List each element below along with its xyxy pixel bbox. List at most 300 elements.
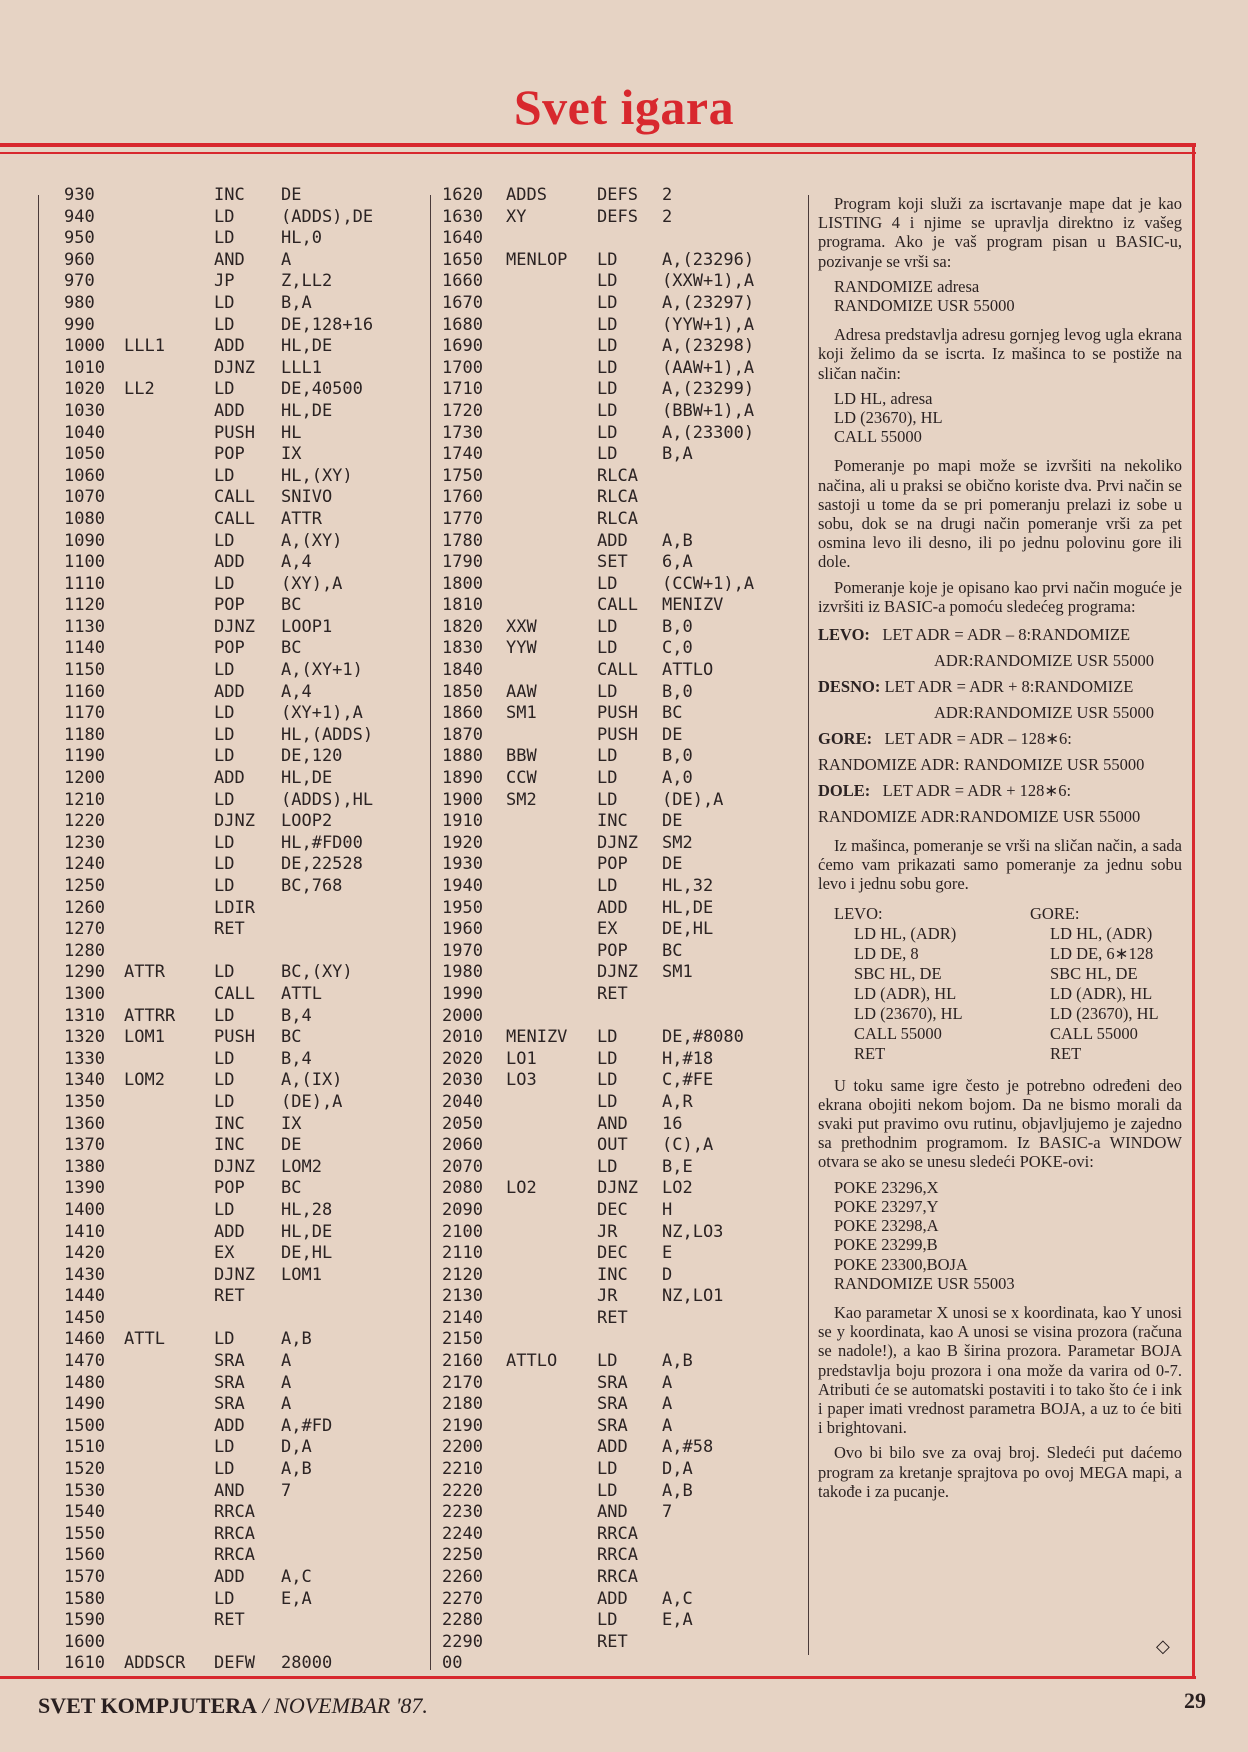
line-number: 2010 bbox=[442, 1027, 483, 1048]
label: LOM2 bbox=[124, 1070, 165, 1091]
opcode: AND bbox=[214, 249, 245, 270]
line-number: 1770 bbox=[442, 508, 483, 529]
opcode: SRA bbox=[597, 1372, 628, 1393]
opcode: DEC bbox=[597, 1243, 628, 1264]
operand: DE bbox=[281, 1135, 302, 1156]
opcode: LD bbox=[214, 1459, 235, 1480]
line-number: 2180 bbox=[442, 1394, 483, 1415]
label: ATTRR bbox=[124, 1005, 176, 1026]
opcode: PUSH bbox=[214, 422, 255, 443]
operand: DE,#8080 bbox=[662, 1027, 744, 1048]
opcode: JR bbox=[597, 1221, 618, 1242]
opcode: LD bbox=[597, 314, 618, 335]
label: AAW bbox=[506, 681, 537, 702]
move-label: DESNO: bbox=[818, 677, 881, 697]
move-label: LEVO: bbox=[818, 625, 870, 645]
operand: B,E bbox=[662, 1156, 693, 1177]
opcode: RET bbox=[597, 1307, 628, 1328]
line-number: 950 bbox=[64, 228, 95, 249]
line-number: 1530 bbox=[64, 1480, 105, 1501]
opcode: DJNZ bbox=[597, 1178, 638, 1199]
opcode: ADD bbox=[214, 552, 245, 573]
operand: A,C bbox=[281, 1567, 312, 1587]
operand: ATTR bbox=[281, 508, 322, 529]
opcode: LD bbox=[214, 292, 235, 313]
operand: MENIZV bbox=[662, 595, 724, 616]
line-number: 2050 bbox=[442, 1113, 483, 1134]
operand: C,0 bbox=[662, 638, 693, 659]
operand: DE bbox=[662, 811, 683, 832]
opcode: POP bbox=[214, 1178, 245, 1199]
line-number: 1210 bbox=[64, 789, 105, 810]
operand: H,#18 bbox=[662, 1048, 714, 1069]
opcode: LD bbox=[214, 854, 235, 875]
operand: HL,DE bbox=[281, 400, 333, 421]
opcode: LD bbox=[597, 638, 618, 659]
movement-commands bbox=[818, 622, 1182, 830]
line-number: 00 bbox=[442, 1653, 463, 1674]
opcode: LDIR bbox=[214, 897, 255, 918]
operand: LOM1 bbox=[281, 1264, 322, 1285]
opcode: CALL bbox=[597, 595, 638, 616]
line-number: 1230 bbox=[64, 832, 105, 853]
operand: A,(XY) bbox=[281, 530, 343, 551]
operand: (C),A bbox=[662, 1135, 714, 1156]
operand: BC,768 bbox=[281, 876, 343, 896]
opcode: DEFW bbox=[214, 1653, 255, 1674]
operand: A,B bbox=[662, 530, 693, 551]
move-code: RANDOMIZE ADR:RANDOMIZE USR 55000 bbox=[818, 807, 1141, 827]
operand: A bbox=[281, 1394, 292, 1415]
line-number: 2290 bbox=[442, 1631, 483, 1652]
operand: BC bbox=[281, 638, 302, 659]
opcode: RET bbox=[597, 1631, 628, 1652]
column-divider bbox=[430, 195, 431, 1670]
label: YYW bbox=[506, 638, 537, 659]
code-block bbox=[834, 1178, 1182, 1293]
opcode: LD bbox=[597, 789, 618, 810]
page-title: Svet igara bbox=[513, 79, 735, 135]
opcode: RET bbox=[214, 919, 245, 940]
line-number: 1280 bbox=[64, 940, 105, 961]
line-number: 1980 bbox=[442, 962, 483, 983]
opcode: LD bbox=[597, 271, 618, 292]
line-number: 1410 bbox=[64, 1221, 105, 1242]
operand: C,#FE bbox=[662, 1070, 714, 1091]
operand: 2 bbox=[662, 185, 673, 205]
opcode: LD bbox=[214, 1437, 235, 1458]
opcode: LD bbox=[214, 1048, 235, 1069]
line-number: 1000 bbox=[64, 336, 105, 357]
line-number: 1180 bbox=[64, 724, 105, 745]
code-line: LD HL, (ADR) bbox=[1050, 923, 1153, 943]
line-number: 1930 bbox=[442, 854, 483, 875]
label: ATTLO bbox=[506, 1351, 558, 1372]
line-number: 1170 bbox=[64, 703, 105, 724]
line-number: 1520 bbox=[64, 1459, 105, 1480]
move-code: LET ADR = ADR + 128∗6: bbox=[882, 781, 1072, 801]
operand: DE,HL bbox=[281, 1243, 333, 1264]
operand: B,A bbox=[281, 292, 312, 313]
operand: 16 bbox=[662, 1113, 683, 1134]
line-number: 1920 bbox=[442, 832, 483, 853]
operand: BC bbox=[281, 1027, 302, 1048]
line-number: 1020 bbox=[64, 379, 105, 400]
opcode: CALL bbox=[214, 983, 255, 1004]
line-number: 2270 bbox=[442, 1588, 483, 1609]
line-number: 1260 bbox=[64, 897, 105, 918]
label: ATTL bbox=[124, 1329, 165, 1350]
line-number: 1670 bbox=[442, 292, 483, 313]
line-number: 1460 bbox=[64, 1329, 105, 1350]
line-number: 1750 bbox=[442, 465, 483, 486]
opcode: INC bbox=[214, 1135, 245, 1156]
opcode: POP bbox=[214, 444, 245, 465]
opcode: LD bbox=[597, 379, 618, 400]
opcode: LD bbox=[214, 228, 235, 249]
operand: HL,28 bbox=[281, 1199, 333, 1220]
opcode: ADD bbox=[214, 1221, 245, 1242]
operand: A bbox=[281, 1372, 292, 1393]
line-number: 2000 bbox=[442, 1005, 483, 1026]
opcode: LD bbox=[597, 876, 618, 896]
operand: A bbox=[662, 1415, 673, 1436]
header-rule bbox=[0, 143, 1196, 147]
line-number: 1630 bbox=[442, 206, 483, 227]
opcode: DJNZ bbox=[597, 832, 638, 853]
issue-date: NOVEMBAR '87. bbox=[274, 1693, 428, 1718]
page-number: 29 bbox=[1184, 1688, 1206, 1713]
operand: HL,DE bbox=[281, 336, 333, 357]
line-number: 1440 bbox=[64, 1286, 105, 1307]
line-number: 2090 bbox=[442, 1199, 483, 1220]
operand: Z,LL2 bbox=[281, 271, 333, 292]
line-number: 1090 bbox=[64, 530, 105, 551]
opcode: LD bbox=[214, 1329, 235, 1350]
column-heading: LEVO: bbox=[834, 903, 883, 923]
line-number: 1190 bbox=[64, 746, 105, 767]
label: LO2 bbox=[506, 1178, 537, 1199]
line-number: 2210 bbox=[442, 1459, 483, 1480]
line-number: 1640 bbox=[442, 228, 483, 249]
operand: DE bbox=[662, 724, 683, 745]
operand: B,4 bbox=[281, 1005, 312, 1026]
line-number: 1120 bbox=[64, 595, 105, 616]
machine-code-columns bbox=[834, 904, 1182, 1064]
header-rule-thin bbox=[0, 152, 1196, 154]
label: ATTR bbox=[124, 962, 165, 983]
paragraph: Iz mašinca, pomeranje se vrši na sličan način, a sada ćemo vam prikazati samo pomeranje za jednu sobu levo i jednu sobu gore. bbox=[818, 836, 1182, 894]
operand: (ADDS),HL bbox=[281, 789, 374, 810]
line-number: 1550 bbox=[64, 1523, 105, 1544]
operand: A,B bbox=[662, 1351, 693, 1372]
operand: A bbox=[281, 249, 292, 270]
line-number: 1660 bbox=[442, 271, 483, 292]
operand: A,(23299) bbox=[662, 379, 755, 400]
line-number: 1840 bbox=[442, 660, 483, 681]
paragraph: Kao parametar X unosi se x koordinata, kao Y unosi se y koordinata, kao A unosi se visina prozora (računa se nadole!), a kao B širina prozora. Parametar BOJA predstavlja boju prozora i ona može da varira od 0-7. Atributi će se automatski postaviti i to tako što će i ink i paper imati vrednost parametra BOJA, a uz to će biti i brightovani. bbox=[818, 1302, 1182, 1438]
line-number: 1740 bbox=[442, 444, 483, 465]
opcode: ADD bbox=[597, 1588, 628, 1609]
opcode: POP bbox=[214, 638, 245, 659]
opcode: PUSH bbox=[214, 1027, 255, 1048]
operand: B,0 bbox=[662, 616, 693, 637]
opcode: DEC bbox=[597, 1199, 628, 1220]
opcode: POP bbox=[597, 854, 628, 875]
opcode: LD bbox=[214, 530, 235, 551]
line-number: 1450 bbox=[64, 1307, 105, 1328]
line-number: 1160 bbox=[64, 681, 105, 702]
opcode: LD bbox=[214, 962, 235, 983]
label: BBW bbox=[506, 746, 537, 767]
code-line: SBC HL, DE bbox=[1050, 963, 1138, 983]
line-number: 1060 bbox=[64, 465, 105, 486]
line-number: 1890 bbox=[442, 768, 483, 789]
opcode: LD bbox=[214, 1070, 235, 1091]
operand: DE,128+16 bbox=[281, 314, 374, 335]
line-number: 2260 bbox=[442, 1567, 483, 1587]
magazine-name: SVET KOMPJUTERA bbox=[38, 1693, 258, 1718]
label: LL2 bbox=[124, 379, 155, 400]
operand: B,0 bbox=[662, 681, 693, 702]
operand: IX bbox=[281, 444, 302, 465]
line-number: 1780 bbox=[442, 530, 483, 551]
line-number: 1330 bbox=[64, 1048, 105, 1069]
opcode: LD bbox=[214, 832, 235, 853]
line-number: 1140 bbox=[64, 638, 105, 659]
operand: A,(IX) bbox=[281, 1070, 343, 1091]
opcode: RRCA bbox=[597, 1545, 638, 1566]
opcode: SRA bbox=[214, 1372, 245, 1393]
operand: A,B bbox=[662, 1480, 693, 1501]
opcode: RRCA bbox=[214, 1545, 255, 1566]
opcode: LD bbox=[214, 660, 235, 681]
label: MENLOP bbox=[506, 249, 568, 270]
opcode: ADD bbox=[214, 336, 245, 357]
line-number: 2080 bbox=[442, 1178, 483, 1199]
operand: 7 bbox=[662, 1502, 673, 1523]
operand: DE bbox=[281, 185, 302, 205]
operand: B,4 bbox=[281, 1048, 312, 1069]
operand: A,4 bbox=[281, 552, 312, 573]
opcode: PUSH bbox=[597, 703, 638, 724]
footer-separator: / bbox=[262, 1693, 269, 1718]
line-number: 1790 bbox=[442, 552, 483, 573]
code-line: CALL 55000 bbox=[1050, 1023, 1138, 1043]
operand: E bbox=[662, 1243, 673, 1264]
levo-code-column bbox=[834, 904, 1030, 1064]
line-number: 1010 bbox=[64, 357, 105, 378]
move-label: GORE: bbox=[818, 729, 873, 749]
opcode: ADD bbox=[597, 530, 628, 551]
operand: (DE),A bbox=[662, 789, 724, 810]
opcode: RLCA bbox=[597, 465, 638, 486]
operand: A,C bbox=[662, 1588, 693, 1609]
line-number: 2170 bbox=[442, 1372, 483, 1393]
opcode: JR bbox=[597, 1286, 618, 1307]
opcode: PUSH bbox=[597, 724, 638, 745]
opcode: ADD bbox=[214, 400, 245, 421]
operand: E,A bbox=[662, 1610, 693, 1631]
operand: DE,120 bbox=[281, 746, 343, 767]
line-number: 1950 bbox=[442, 897, 483, 918]
opcode: INC bbox=[597, 1264, 628, 1285]
operand: SM1 bbox=[662, 962, 693, 983]
operand: ATTL bbox=[281, 983, 322, 1004]
opcode: LD bbox=[214, 724, 235, 745]
code-line: LD DE, 6∗128 bbox=[1050, 943, 1154, 963]
line-number: 1810 bbox=[442, 595, 483, 616]
line-number: 1390 bbox=[64, 1178, 105, 1199]
opcode: LD bbox=[214, 1005, 235, 1026]
line-number: 1940 bbox=[442, 876, 483, 896]
opcode: LD bbox=[214, 1199, 235, 1220]
opcode: RLCA bbox=[597, 487, 638, 508]
opcode: LD bbox=[597, 444, 618, 465]
line-number: 970 bbox=[64, 271, 95, 292]
code-line: LD (23670), HL bbox=[854, 1003, 963, 1023]
paragraph: U toku same igre često je potrebno određeni deo ekrana obojiti nekom bojom. Da ne bismo morali da svaki put pravimo ovu rutinu, objavljujemo je zajedno sa prethodnim programom. Iz BASIC-a WINDOW otvara se ako se unesu sledeći POKE-ovi: bbox=[818, 1075, 1182, 1172]
code-line: RET bbox=[854, 1043, 886, 1063]
line-number: 1250 bbox=[64, 876, 105, 896]
opcode: SRA bbox=[597, 1415, 628, 1436]
line-number: 990 bbox=[64, 314, 95, 335]
opcode: LD bbox=[214, 746, 235, 767]
opcode: CALL bbox=[597, 660, 638, 681]
line-number: 1050 bbox=[64, 444, 105, 465]
line-number: 1990 bbox=[442, 983, 483, 1004]
opcode: SRA bbox=[597, 1394, 628, 1415]
operand: HL,(XY) bbox=[281, 465, 353, 486]
label: XY bbox=[506, 206, 527, 227]
opcode: POP bbox=[214, 595, 245, 616]
line-number: 1650 bbox=[442, 249, 483, 270]
line-number: 2190 bbox=[442, 1415, 483, 1436]
opcode: LD bbox=[597, 336, 618, 357]
opcode: LD bbox=[214, 1588, 235, 1609]
operand: HL,0 bbox=[281, 228, 322, 249]
label: MENIZV bbox=[506, 1027, 568, 1048]
line-number: 1540 bbox=[64, 1502, 105, 1523]
operand: A,0 bbox=[662, 768, 693, 789]
line-number: 1200 bbox=[64, 768, 105, 789]
operand: A,(23296) bbox=[662, 249, 755, 270]
operand: A bbox=[281, 1351, 292, 1372]
opcode: LD bbox=[214, 573, 235, 594]
opcode: LD bbox=[214, 206, 235, 227]
paragraph: Program koji služi za iscrtavanje mape dat je kao LISTING 4 i njime se upravlja direktno iz vašeg programa. Ako je vaš program pisan u BASIC-u, pozivanje se vrši sa: bbox=[818, 194, 1182, 271]
operand: HL,DE bbox=[281, 768, 333, 789]
operand: A bbox=[662, 1394, 673, 1415]
code-line: POKE 23297,Y bbox=[834, 1196, 939, 1216]
code-line: CALL 55000 bbox=[834, 427, 922, 447]
line-number: 1130 bbox=[64, 616, 105, 637]
opcode: LD bbox=[597, 400, 618, 421]
operand: D bbox=[662, 1264, 673, 1285]
column-heading: GORE: bbox=[1030, 903, 1080, 923]
line-number: 1500 bbox=[64, 1415, 105, 1436]
operand: A,(23297) bbox=[662, 292, 755, 313]
operand: HL,DE bbox=[281, 1221, 333, 1242]
opcode: CALL bbox=[214, 508, 255, 529]
code-line: RANDOMIZE USR 55000 bbox=[834, 296, 1015, 316]
line-number: 2030 bbox=[442, 1070, 483, 1091]
operand: HL,#FD00 bbox=[281, 832, 363, 853]
opcode: LD bbox=[214, 1091, 235, 1112]
operand: A,B bbox=[281, 1329, 312, 1350]
opcode: INC bbox=[214, 1113, 245, 1134]
opcode: DJNZ bbox=[214, 1156, 255, 1177]
operand: BC bbox=[281, 595, 302, 616]
operand: (XY),A bbox=[281, 573, 343, 594]
line-number: 2240 bbox=[442, 1523, 483, 1544]
move-label: DOLE: bbox=[818, 781, 871, 801]
opcode: DEFS bbox=[597, 206, 638, 227]
operand: DE bbox=[662, 854, 683, 875]
line-number: 1310 bbox=[64, 1005, 105, 1026]
footer-masthead bbox=[38, 1693, 428, 1719]
line-number: 1580 bbox=[64, 1588, 105, 1609]
opcode: LD bbox=[214, 379, 235, 400]
operand: B,0 bbox=[662, 746, 693, 767]
line-number: 1960 bbox=[442, 919, 483, 940]
label: LOM1 bbox=[124, 1027, 165, 1048]
label: LO3 bbox=[506, 1070, 537, 1091]
move-code: ADR:RANDOMIZE USR 55000 bbox=[934, 703, 1155, 723]
code-line: POKE 23296,X bbox=[834, 1177, 939, 1197]
opcode: LD bbox=[597, 1027, 618, 1048]
opcode: CALL bbox=[214, 487, 255, 508]
opcode: EX bbox=[597, 919, 618, 940]
line-number: 1900 bbox=[442, 789, 483, 810]
line-number: 1350 bbox=[64, 1091, 105, 1112]
line-number: 1030 bbox=[64, 400, 105, 421]
opcode: LD bbox=[214, 876, 235, 896]
operand: E,A bbox=[281, 1588, 312, 1609]
operand: A,(23298) bbox=[662, 336, 755, 357]
code-line: RANDOMIZE USR 55003 bbox=[834, 1273, 1015, 1293]
line-number: 1340 bbox=[64, 1070, 105, 1091]
opcode: RET bbox=[214, 1286, 245, 1307]
column-divider bbox=[38, 195, 39, 1670]
opcode: ADD bbox=[214, 681, 245, 702]
code-block bbox=[834, 389, 1182, 447]
line-number: 1800 bbox=[442, 573, 483, 594]
opcode: LD bbox=[597, 1610, 618, 1631]
operand: DE,22528 bbox=[281, 854, 363, 875]
opcode: LD bbox=[597, 1480, 618, 1501]
line-number: 1100 bbox=[64, 552, 105, 573]
opcode: LD bbox=[597, 292, 618, 313]
line-number: 930 bbox=[64, 185, 95, 205]
line-number: 1360 bbox=[64, 1113, 105, 1134]
operand: A bbox=[662, 1372, 673, 1393]
move-code: LET ADR = ADR + 8:RANDOMIZE bbox=[884, 677, 1134, 697]
line-number: 1470 bbox=[64, 1351, 105, 1372]
operand: (XXW+1),A bbox=[662, 271, 755, 292]
line-number: 2120 bbox=[442, 1264, 483, 1285]
operand: LOOP1 bbox=[281, 616, 333, 637]
line-number: 1830 bbox=[442, 638, 483, 659]
line-number: 1110 bbox=[64, 573, 105, 594]
opcode: AND bbox=[214, 1480, 245, 1501]
move-code: ADR:RANDOMIZE USR 55000 bbox=[934, 651, 1155, 671]
opcode: DJNZ bbox=[214, 1264, 255, 1285]
operand: HL bbox=[281, 422, 302, 443]
line-number: 2040 bbox=[442, 1091, 483, 1112]
opcode: LD bbox=[597, 681, 618, 702]
line-number: 1860 bbox=[442, 703, 483, 724]
